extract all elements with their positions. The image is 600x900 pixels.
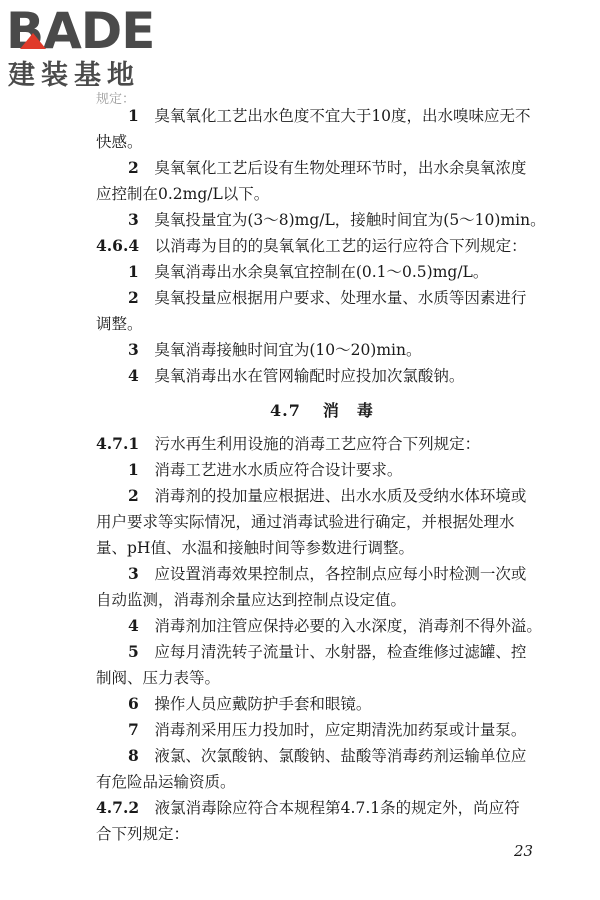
clause-line: 2 臭氧氧化工艺后设有生物处理环节时，出水余臭氧浓度 xyxy=(128,158,527,177)
logo-subtitle: 建装基地 xyxy=(8,60,140,91)
clause-line: 量、pH值、水温和接触时间等参数进行调整。 xyxy=(96,539,414,557)
section-heading: 4.7 消 毒 xyxy=(270,401,374,420)
clause-line: 3 臭氧投量宜为(3～8)mg/L，接触时间宜为(5～10)min。 xyxy=(128,210,546,229)
clause-line: 3 应设置消毒效果控制点，各控制点应每小时检测一次或 xyxy=(128,564,527,583)
clause-line: 4 臭氧消毒出水在管网输配时应投加次氯酸钠。 xyxy=(128,366,465,385)
clause-line: 调整。 xyxy=(96,315,143,333)
section-line: 4.7.1 污水再生利用设施的消毒工艺应符合下列规定： xyxy=(96,434,481,453)
clause-line: 4 消毒剂加注管应保持必要的入水深度，消毒剂不得外溢。 xyxy=(128,616,542,635)
clause-line: 制阀、压力表等。 xyxy=(96,669,221,687)
clause-line: 自动监测，消毒剂余量应达到控制点设定值。 xyxy=(96,591,407,609)
section-line: 4.6.4 以消毒为目的的臭氧氧化工艺的运行应符合下列规定： xyxy=(96,236,527,255)
clause-line: 快感。 xyxy=(96,133,143,151)
logo-red-triangle-icon xyxy=(20,33,46,49)
clause-line: 1 消毒工艺进水水质应符合设计要求。 xyxy=(128,460,403,479)
clause-line: 1 臭氧氧化工艺出水色度不宜大于10度，出水嗅味应无不 xyxy=(128,106,531,125)
top-fragment: 规定： xyxy=(96,92,136,107)
clause-line: 1 臭氧消毒出水余臭氧宜控制在(0.1～0.5)mg/L。 xyxy=(128,262,489,281)
clause-line: 3 臭氧消毒接触时间宜为(10～20)min。 xyxy=(128,340,422,359)
clause-line: 合下列规定： xyxy=(96,825,190,843)
clause-line: 用户要求等实际情况，通过消毒试验进行确定，并根据处理水 xyxy=(96,513,515,531)
section-line: 4.7.2 液氯消毒除应符合本规程第4.7.1条的规定外，尚应符 xyxy=(96,798,520,817)
page-number: 23 xyxy=(514,842,534,860)
clause-line: 2 消毒剂的投加量应根据进、出水水质及受纳水体环境或 xyxy=(128,486,527,505)
logo-wordmark: BADE xyxy=(6,2,155,60)
clause-line: 2 臭氧投量应根据用户要求、处理水量、水质等因素进行 xyxy=(128,288,527,307)
clause-line: 应控制在0.2mg/L以下。 xyxy=(96,185,270,203)
bade-logo xyxy=(6,4,176,94)
clause-line: 8 液氯、次氯酸钠、氯酸钠、盐酸等消毒药剂运输单位应 xyxy=(128,746,527,765)
clause-line: 6 操作人员应戴防护手套和眼镜。 xyxy=(128,694,372,713)
clause-line: 7 消毒剂采用压力投加时，应定期清洗加药泵或计量泵。 xyxy=(128,720,527,739)
clause-line: 5 应每月清洗转子流量计、水射器，检查维修过滤罐、控 xyxy=(128,642,527,661)
clause-line: 有危险品运输资质。 xyxy=(96,773,236,791)
